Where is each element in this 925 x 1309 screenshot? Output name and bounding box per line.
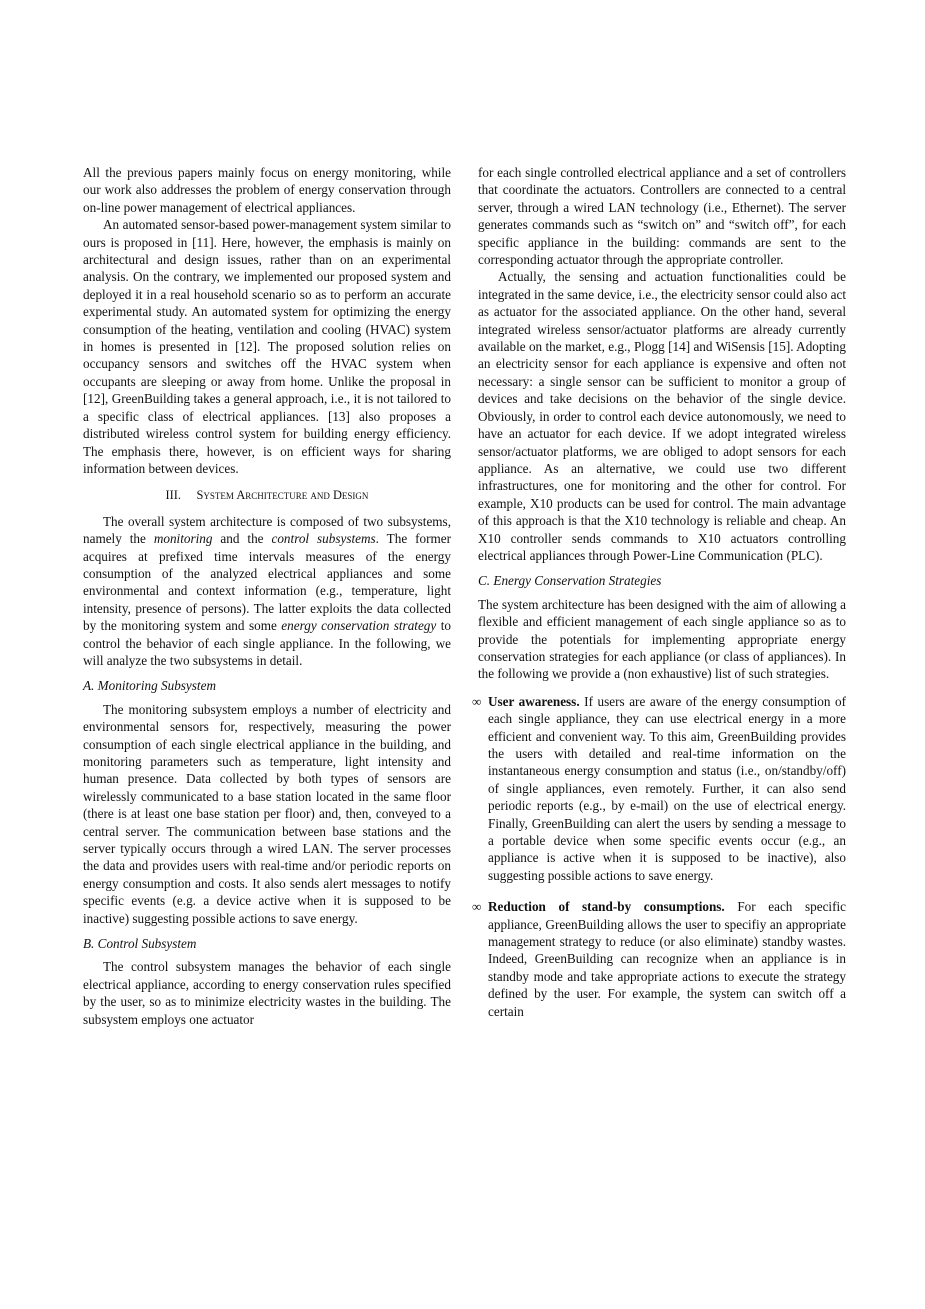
bullet-infinity-icon: ∞ [472, 899, 482, 915]
bullet-user-awareness [472, 693, 846, 884]
p3-text-c: . The former acquires at prefixed time intervals measures of the energy consumption of the analyzed electrical appliances and some environmental and context information (e.g., temperature, light intensity, presence of persons). The latter exploits the data collected by the monitoring system and some [83, 531, 451, 634]
section-heading-iii [83, 487, 451, 504]
right-paragraph-3: The system architecture has been designed with the aim of allowing a flexible and efficient management of each single appliance so as to provide the potentials for implementing appropriate energy conservation strategies for each appliance (or class of appliances). In the following we provide a (non exhaustive) list of such strategies. [478, 596, 846, 682]
left-paragraph-2: An automated sensor-based power-management system similar to ours is proposed in [11]. Here, however, the emphasis is mainly on architectural and design issues, rather than on an experimental analysis. On the contrary, we implemented our proposed system and deployed it in a real household scenario so as to perform an accurate experimental study. An automated system for optimizing the energy consumption of the heating, ventilation and cooling (HVAC) system in homes is presented in [12]. The proposed solution relies on occupancy sensors and switches off the HVAC system when occupants are sleeping or away from home. Unlike the proposal in [12], GreenBuilding takes a general approach, i.e., it is not tailored to a specific class of electrical appliances. [13] also proposes a distributed wireless control system for building energy efficiency. The emphasis there, however, is on efficient ways for sharing information between devices. [83, 217, 451, 476]
bullet-2-title: Reduction of stand-by consumptions. [488, 899, 725, 915]
left-paragraph-5: The control subsystem manages the behavior of each single electrical appliance, according to energy conservation rules specified by the user, so as to minimize electricity wastes in the building. The subsystem employs one actuator [83, 959, 451, 1027]
p3-text-b: and the [212, 531, 272, 547]
right-column [472, 164, 847, 1020]
subsection-a-heading: A. Monitoring Subsystem [83, 678, 216, 694]
bullet-standby-reduction [472, 898, 846, 1020]
p3-em-monitoring: monitoring [153, 531, 213, 547]
left-paragraph-4: The monitoring subsystem employs a number of electricity and environmental sensors for, respectively, measuring the power consumption of each single electrical appliance in the building, and monitoring parameters such as temperature, light intensity and human presence. Data collected by both types of sensors are wirelessly communicated to a base station located in the same floor (there is at least one base station per floor) and, then, conveyed to a central server. The communication between base stations and the server typically occurs through a wired LAN. The server processes the data and provides users with real-time and/or periodic reports on energy consumption and costs. It also sends alert messages to notify specific events (e.g. a device active when it is supposed to be inactive) suggesting possible actions to save energy. [83, 701, 451, 926]
bullet-1-title: User awareness. [488, 693, 580, 709]
section-title: System Architecture and Design [196, 488, 369, 503]
p3-text-a: The overall system architecture is composed of two subsystems, namely the [83, 513, 451, 547]
subsection-c-heading: C. Energy Conservation Strategies [478, 573, 662, 589]
p3-em-control: control subsystems [271, 531, 376, 547]
bullet-1-text: If users are aware of the energy consumption of each single appliance, they can use electrical energy in a more efficient and convenient way. To this aim, GreenBuilding provides the users with detailed and real-time information on the instantaneous energy consumption and status (i.e., on/standby/off) of single appliances, even remotely. Further, it can also send periodic reports (e.g., by e-mail) on the use of electrical energy. Finally, GreenBuilding can alert the users by sending a message to a portable device when some specific events occur (e.g., an appliance is active when it is supposed to be inactive), also suggesting possible actions to save energy. [488, 693, 846, 883]
bullet-infinity-icon: ∞ [472, 693, 482, 709]
bullet-2-text: For each specific appliance, GreenBuilding allows the user to specifiy an appropriate management strategy to reduce (or also eliminate) standby wastes. Indeed, GreenBuilding can recognize when an appliance is in standby mode and take appropriate actions to execute the strategy defined by the user. For example, the system can switch off a certain [488, 899, 846, 1019]
left-paragraph-1: All the previous papers mainly focus on energy monitoring, while our work also addresses the problem of energy conservation through on-line power management of electrical appliances. [83, 165, 451, 215]
section-number: III. [165, 488, 182, 503]
right-paragraph-1: for each single controlled electrical appliance and a set of controllers that coordinate the actuators. Controllers are connected to a central server, through a wired LAN technology (i.e., Ethernet). The server generates commands such as “switch on” and “switch off”, for each specific appliance in the building: commands are sent to the corresponding actuator through the appropriate controller. [478, 165, 846, 268]
right-paragraph-2: Actually, the sensing and actuation functionalities could be integrated in the same device, i.e., the electricity sensor could also act as actuator for the associated appliance. On the other hand, several integrated wireless sensor/actuator platforms are already currently available on the market, e.g., Plogg [14] and WiSensis [15]. Adopting an electricity sensor for each appliance is expensive and often not necessary: a single sensor can be sufficient to monitor a group of devices and take decisions on the behavior of the single device. Obviously, in order to control each device autonomously, we need to have an actuator for each device. If we adopt integrated wireless sensor/actuator platforms, we are obliged to adopt sensors for each appliance. As an alternative, we could use two different infrastructures, one for monitoring and the other for control. For example, X10 products can be used for control. The main advantage of this approach is that the X10 technology is reliable and cheap. An X10 controller sends commands to X10 actuators controlling electrical appliances through Power-Line Communication (PLC). [478, 269, 847, 563]
left-column [83, 164, 451, 1028]
left-paragraph-3 [83, 513, 451, 670]
p3-em-strategy: energy conservation strategy [281, 618, 437, 634]
subsection-b-heading: B. Control Subsystem [83, 936, 197, 952]
p3-text-d: to control the behavior of each single appliance. In the following, we will analyze the two subsystems in detail. [83, 618, 452, 668]
